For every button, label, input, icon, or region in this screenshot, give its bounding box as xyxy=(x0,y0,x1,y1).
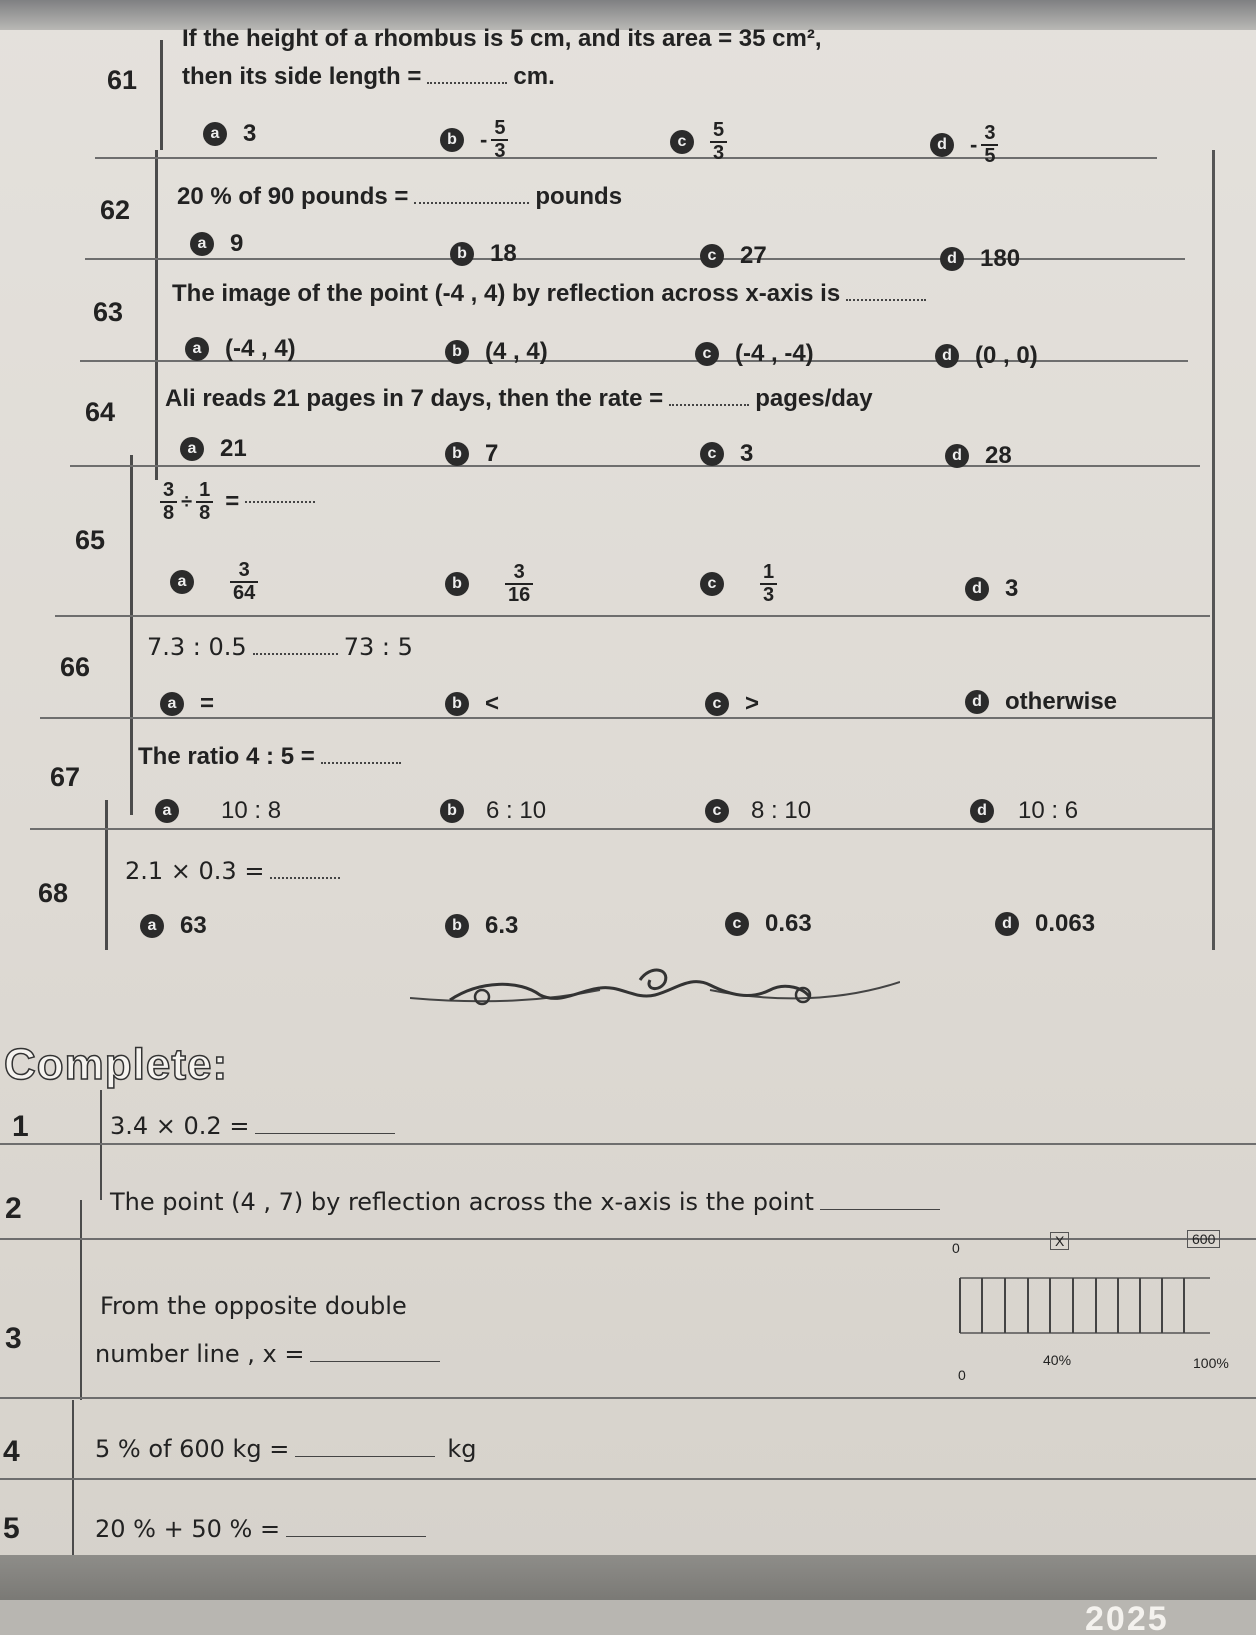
option-c[interactable]: c 27 xyxy=(700,242,767,270)
option-b[interactable]: b - $\frac{5}{3}$ xyxy=(440,118,508,162)
option-d[interactable]: d 3 xyxy=(965,575,1018,603)
answer-blank xyxy=(253,653,338,655)
question-number: 66 xyxy=(60,652,91,682)
complete-number-rule xyxy=(100,1090,102,1200)
complete-section-title: Complete: xyxy=(4,1040,229,1089)
row-separator xyxy=(40,717,1212,719)
option-c[interactable] xyxy=(700,562,777,606)
footer-year: 2025 xyxy=(1085,1600,1169,1635)
option-badge: c xyxy=(725,912,749,936)
option-badge: a xyxy=(185,337,209,361)
number-column-rule xyxy=(105,800,108,950)
complete-item-number: 1 xyxy=(12,1110,29,1143)
question-number: 68 xyxy=(38,878,69,908)
answer-blank xyxy=(820,1209,940,1210)
answer-blank xyxy=(669,404,749,406)
ornament-divider-icon xyxy=(410,960,900,1010)
question-number: 64 xyxy=(85,397,116,427)
option-badge: c xyxy=(705,692,729,716)
option-d[interactable]: d 28 xyxy=(945,442,1012,470)
answer-blank xyxy=(270,877,340,879)
question-text: Ali reads 21 pages in 7 days, then the rate = pages/day xyxy=(165,385,873,412)
answer-blank xyxy=(414,202,529,204)
number-line-label: X xyxy=(1050,1232,1069,1250)
option-b[interactable] xyxy=(445,562,533,606)
double-number-line-diagram xyxy=(950,1238,1220,1388)
row-separator xyxy=(55,615,1210,617)
option-a[interactable]: a 9 xyxy=(190,230,243,258)
option-d[interactable]: d - $\frac{3}{5}$ xyxy=(930,123,998,167)
fraction: $\frac{5}{3}$ xyxy=(491,118,508,162)
option-b[interactable]: b < xyxy=(445,690,499,718)
complete-item-number: 5 xyxy=(3,1512,20,1545)
complete-item-text: number line , x = xyxy=(95,1340,440,1368)
number-column-rule xyxy=(160,40,163,150)
option-b[interactable]: b 18 xyxy=(450,240,517,268)
question-number: 65 xyxy=(75,525,106,555)
answer-blank xyxy=(295,1456,435,1457)
fraction: $\frac{3}{5}$ xyxy=(981,123,998,167)
option-badge: d xyxy=(945,444,969,468)
option-badge: d xyxy=(970,799,994,823)
option-c[interactable]: c 3 xyxy=(700,440,753,468)
fraction: $\frac{5}{3}$ xyxy=(710,120,727,164)
option-badge: d xyxy=(995,912,1019,936)
question-number: 67 xyxy=(50,762,81,792)
complete-item-number: 3 xyxy=(5,1322,22,1355)
number-column-rule xyxy=(130,455,133,815)
number-line-label: 600 xyxy=(1187,1230,1220,1248)
option-c[interactable] xyxy=(670,120,727,164)
option-b[interactable]: b (4 , 4) xyxy=(445,338,548,366)
option-badge: d xyxy=(940,247,964,271)
row-separator xyxy=(70,465,1200,467)
option-badge: b xyxy=(450,242,474,266)
answer-blank xyxy=(427,82,507,84)
question-number: 63 xyxy=(93,297,124,327)
option-badge: a xyxy=(160,692,184,716)
question-text: If the height of a rhombus is 5 cm, and its area = 35 cm², xyxy=(182,25,822,52)
fraction: $\frac{1}{8}$ xyxy=(196,480,213,524)
answer-blank xyxy=(310,1361,440,1362)
fraction: $\frac{3}{16}$ xyxy=(505,562,533,606)
option-badge: d xyxy=(935,344,959,368)
row-separator xyxy=(30,828,1212,830)
option-badge: c xyxy=(705,799,729,823)
page-bottom-light xyxy=(0,1600,1256,1635)
number-column-rule xyxy=(155,150,158,480)
option-badge: a xyxy=(155,799,179,823)
complete-item-text: 3.4 × 0.2 = xyxy=(110,1112,395,1140)
option-a[interactable]: a 10 : 8 xyxy=(155,797,281,825)
complete-number-rule xyxy=(72,1400,74,1565)
row-separator xyxy=(0,1143,1256,1145)
complete-item-text: 5 % of 600 kg = kg xyxy=(95,1435,477,1463)
option-a[interactable]: a (-4 , 4) xyxy=(185,335,296,363)
number-line-label: 0 xyxy=(958,1367,966,1383)
option-c[interactable]: c 8 : 10 xyxy=(705,797,811,825)
option-badge: b xyxy=(440,799,464,823)
option-badge: a xyxy=(180,437,204,461)
answer-blank xyxy=(846,299,926,301)
row-separator xyxy=(0,1478,1256,1480)
question-text: then its side length = cm. xyxy=(182,63,555,90)
option-badge: c xyxy=(700,572,724,596)
question-text: The image of the point (-4 , 4) by reflection across x-axis is xyxy=(172,280,932,308)
option-badge: d xyxy=(965,577,989,601)
option-badge: d xyxy=(930,133,954,157)
option-badge: b xyxy=(445,692,469,716)
question-number: 61 xyxy=(107,65,138,95)
number-line-label: 40% xyxy=(1043,1352,1072,1368)
number-line-label: 100% xyxy=(1193,1355,1229,1371)
option-badge: c xyxy=(670,130,694,154)
option-a[interactable]: a 63 xyxy=(140,912,207,940)
option-badge: a xyxy=(170,570,194,594)
option-b[interactable]: b 6.3 xyxy=(445,912,518,940)
complete-item-text: The point (4 , 7) by reflection across the x-axis is the point xyxy=(110,1188,940,1216)
option-a[interactable]: a = xyxy=(160,690,214,718)
fraction: $\frac{3}{64}$ xyxy=(230,560,258,604)
option-badge: b xyxy=(445,442,469,466)
question-text: 7.3 : 0.5 73 : 5 xyxy=(147,633,413,661)
option-d[interactable]: d (0 , 0) xyxy=(935,342,1038,370)
answer-blank xyxy=(255,1133,395,1134)
question-number: 62 xyxy=(100,195,131,225)
option-badge: b xyxy=(445,340,469,364)
complete-item-number: 4 xyxy=(3,1435,20,1468)
option-a[interactable]: a 21 xyxy=(180,435,247,463)
complete-number-rule xyxy=(80,1200,82,1400)
option-d[interactable]: d 10 : 6 xyxy=(970,797,1078,825)
row-separator xyxy=(0,1397,1256,1399)
fraction: $\frac{3}{8}$ xyxy=(160,480,177,524)
option-a[interactable] xyxy=(170,560,258,604)
complete-item-text: 20 % + 50 % = xyxy=(95,1515,426,1543)
option-c[interactable]: c (-4 , -4) xyxy=(695,340,814,368)
question-expression: $\frac{3}{8}$ ÷ $\frac{1}{8}$ = xyxy=(160,480,321,524)
table-right-border xyxy=(1212,150,1215,950)
complete-item-number: 2 xyxy=(5,1192,22,1225)
answer-blank xyxy=(321,762,401,764)
option-badge: d xyxy=(965,690,989,714)
option-badge: a xyxy=(190,232,214,256)
option-badge: c xyxy=(695,342,719,366)
option-d[interactable]: d 0.063 xyxy=(995,910,1095,938)
complete-item-text: From the opposite double xyxy=(100,1292,407,1320)
answer-blank xyxy=(286,1536,426,1537)
option-b[interactable]: b 7 xyxy=(445,440,498,468)
question-text: 2.1 × 0.3 = xyxy=(125,857,346,885)
option-badge: a xyxy=(140,914,164,938)
option-badge: b xyxy=(445,914,469,938)
option-badge: b xyxy=(445,572,469,596)
question-text: 20 % of 90 pounds = pounds xyxy=(177,183,623,210)
option-c[interactable]: c 0.63 xyxy=(725,910,812,938)
option-a[interactable]: a 3 xyxy=(203,120,256,148)
option-d[interactable]: d otherwise xyxy=(965,688,1117,716)
answer-blank xyxy=(245,501,315,503)
option-badge: b xyxy=(440,128,464,152)
question-text: The ratio 4 : 5 = xyxy=(138,743,407,771)
option-badge: c xyxy=(700,442,724,466)
number-line-label: 0 xyxy=(952,1240,960,1256)
option-b[interactable]: b 6 : 10 xyxy=(440,797,546,825)
fraction: $\frac{1}{3}$ xyxy=(760,562,777,606)
option-c[interactable]: c > xyxy=(705,690,759,718)
option-d[interactable]: d 180 xyxy=(940,245,1020,273)
option-badge: a xyxy=(203,122,227,146)
option-badge: c xyxy=(700,244,724,268)
